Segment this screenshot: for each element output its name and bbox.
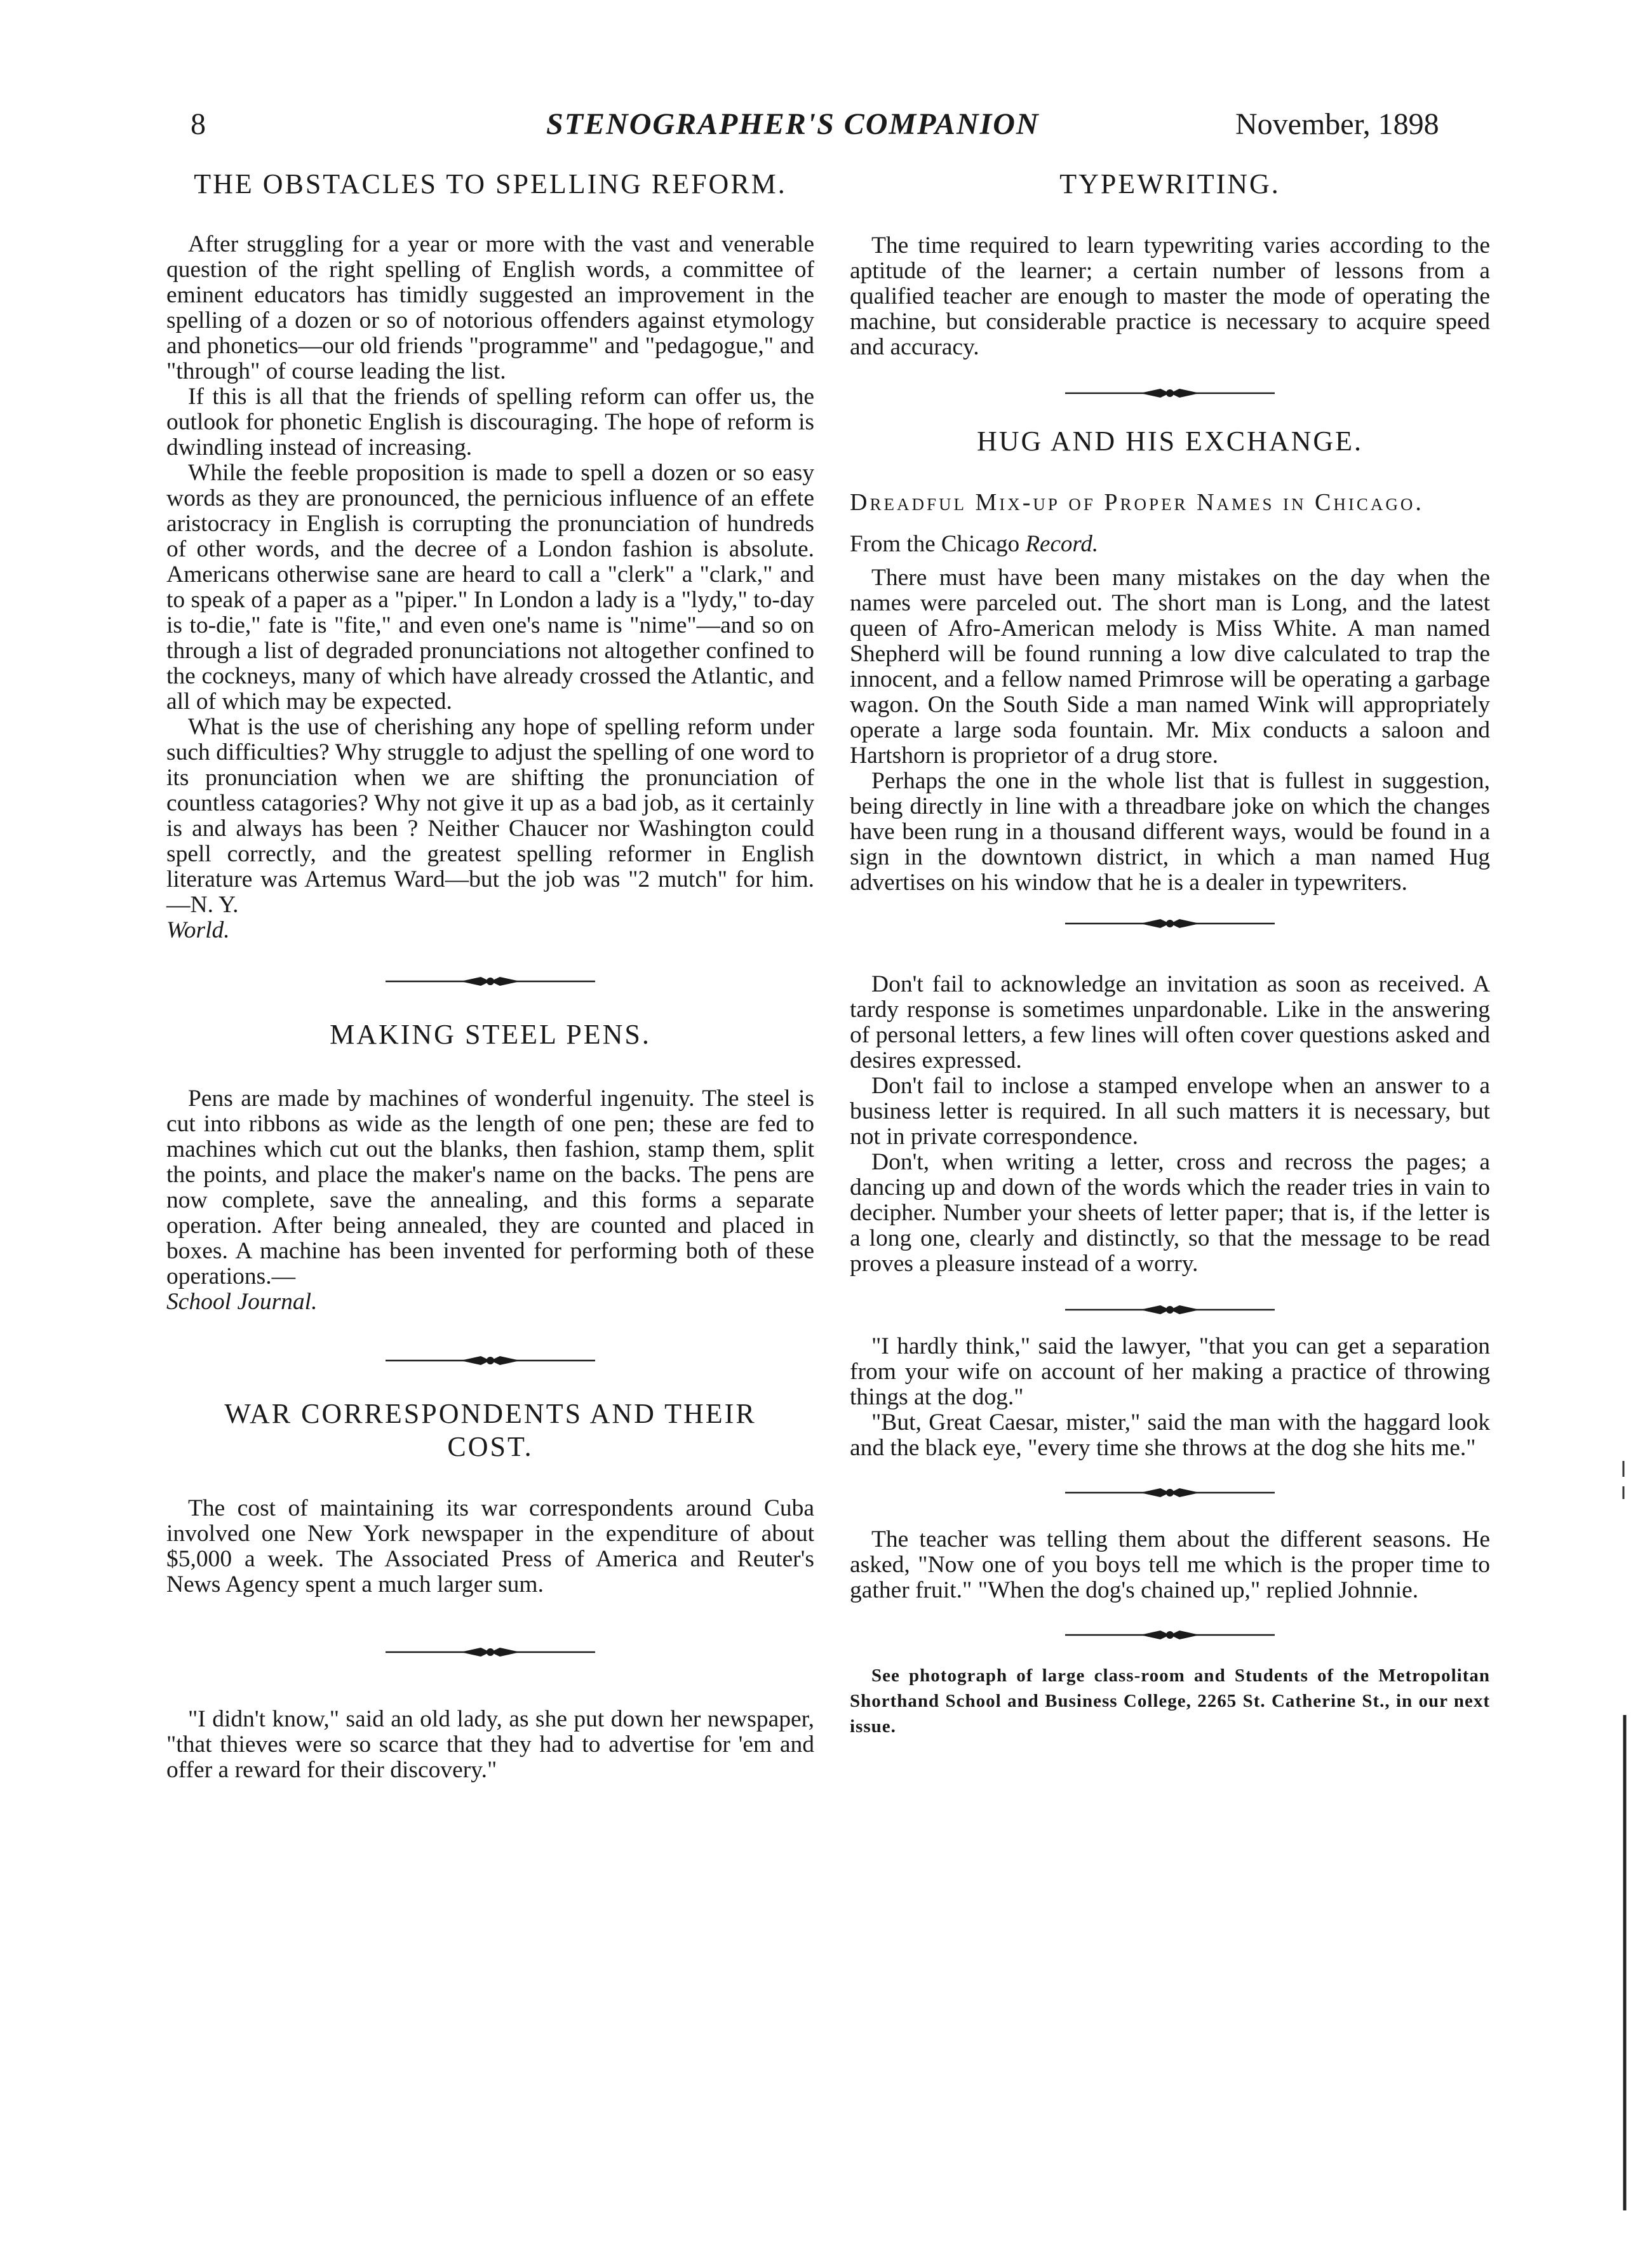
- section-divider-ornament: [850, 905, 1490, 943]
- article-paragraph: "But, Great Caesar, mister," said the man with the haggard look and the black eye, "every time she throws at the dog she hits me.": [850, 1409, 1490, 1461]
- article-paragraph: Perhaps the one in the whole list that is fullest in suggestion, being directly in line with a threadbare joke on which the changes have been rung in a thousand different ways, would be found in a sign in the downtown district, in which a man named Hug advertises on his window that he is a dealer in typewriters.: [850, 767, 1490, 896]
- article-spelling-reform: [166, 168, 814, 943]
- next-issue-notice: [850, 1663, 1490, 1739]
- scan-margin-marks: [1618, 0, 1631, 2250]
- article-title: THE OBSTACLES TO SPELLING REFORM.: [194, 168, 787, 199]
- page-number: 8: [191, 107, 206, 141]
- source-label: From the Chicago: [850, 530, 1026, 557]
- article-attribution: World.: [166, 917, 230, 943]
- right-column: [850, 166, 1490, 1739]
- article-attribution: School Journal.: [166, 1288, 318, 1315]
- article-title-line: WAR CORRESPONDENTS AND THEIR: [224, 1397, 756, 1429]
- article-war-correspondents: [166, 1397, 814, 1598]
- section-divider-ornament: [850, 374, 1490, 412]
- article-teacher-anecdote: [850, 1527, 1490, 1603]
- article-title: MAKING STEEL PENS.: [330, 1018, 651, 1050]
- issue-date: November, 1898: [1235, 107, 1439, 141]
- article-paragraph: Don't fail to inclose a stamped envelope when an answer to a business letter is required. In all such matters it is necessary, but not in private correspondence.: [850, 1072, 1490, 1150]
- article-subhead: Dreadful Mix-up of Proper Names in Chicago.: [850, 488, 1424, 516]
- left-column: [166, 166, 814, 1783]
- article-paragraph: The teacher was telling them about the different seasons. He asked, "Now one of you boys tell me which is the proper time to gather fruit." "When the dog's chained up," replied Johnnie.: [850, 1526, 1490, 1603]
- article-paragraph: "I hardly think," said the lawyer, "that you can get a separation from your wife on account of her making a practice of throwing things at the dog.": [850, 1333, 1490, 1410]
- article-paragraph: Pens are made by machines of wonderful ingenuity. The steel is cut into ribbons as wide as the length of one pen; these are fed to machines which cut out the blanks, then fashion, stamp them, split the points, and place the maker's name on the backs. The pens are now complete, save the annealing, and this forms a separate operation. After being annealed, they are counted and placed in boxes. A machine has been invented for performing both of these operations.—: [166, 1085, 814, 1289]
- article-hug-exchange: [850, 425, 1490, 896]
- article-typewriting: [850, 168, 1490, 360]
- section-divider-ornament: [850, 1474, 1490, 1512]
- article-letter-etiquette: [850, 972, 1490, 1277]
- article-paragraph: After struggling for a year or more with the vast and venerable question of the right spelling of English words, a committee of eminent educators has timidly suggested an improvement in the spelling of a dozen or so of notorious offenders against etymology and phonetics—our old friends "programme" and "pedagogue," and "through" of course leading the list.: [166, 231, 814, 384]
- article-lawyer-anecdote: [850, 1334, 1490, 1461]
- article-paragraph: What is the use of cherishing any hope of spelling reform under such difficulties? Why struggle to adjust the spelling of one word to its pronunciation when we are shifting the pronunciation of countless catagories? Why not give it up as a bad job, as it certainly is and always has been ? Neither Chaucer nor Washington could spell correctly, and the greatest spelling reformer in English literature was Artemus Ward—but the job was "2 mutch" for him.—N. Y.: [166, 713, 814, 918]
- article-paragraph: The cost of maintaining its war correspondents around Cuba involved one New York newspaper in the expenditure of about $5,000 a week. The Associated Press of America and Reuter's News Agency spent a much larger sum.: [166, 1495, 814, 1598]
- article-title: TYPEWRITING.: [1059, 168, 1280, 199]
- article-steel-pens: [166, 1018, 814, 1315]
- section-divider-ornament: [166, 962, 814, 1000]
- article-thieves-anecdote: [166, 1707, 814, 1783]
- article-paragraph: "I didn't know," said an old lady, as she put down her newspaper, "that thieves were so scarce that they had to advertise for 'em and offer a reward for their discovery.": [166, 1706, 814, 1784]
- section-divider-ornament: [166, 1633, 814, 1671]
- running-title: STENOGRAPHER'S COMPANION: [546, 107, 1040, 141]
- article-paragraph: Don't fail to acknowledge an invitation as soon as received. A tardy response is sometimes unpardonable. Like in the answering of personal letters, a few lines will often cover questions asked and desires expressed.: [850, 971, 1490, 1073]
- article-paragraph: While the feeble proposition is made to spell a dozen or so easy words as they are pronounced, the pernicious influence of an effete aristocracy in English is corrupting the pronunciation of hundreds of other words, and the decree of a London fashion is absolute. Americans otherwise sane are heard to call a "clerk" a "clark," and to speak of a paper as a "piper." In London a lady is a "lydy," to-day is to-die," fate is "fite," and even one's name is "nime"—and so on through a list of degraded pronunciations not altogether confined to the cockneys, many of which have already crossed the Atlantic, and all of which may be expected.: [166, 459, 814, 715]
- article-title-line: COST.: [447, 1431, 534, 1463]
- article-paragraph: Don't, when writing a letter, cross and recross the pages; a dancing up and down of the words which the reader tries in vain to decipher. Number your sheets of letter paper; that is, if the letter is a long one, clearly and distinctly, so that the message to be read proves a pleasure instead of a worry.: [850, 1148, 1490, 1277]
- section-divider-ornament: [166, 1342, 814, 1380]
- section-divider-ornament: [850, 1291, 1490, 1329]
- source-publication: Record.: [1025, 530, 1099, 557]
- article-paragraph: If this is all that the friends of spelling reform can offer us, the outlook for phonetic English is discouraging. The hope of reform is dwindling instead of increasing.: [166, 383, 814, 461]
- page-header: [0, 107, 1652, 164]
- article-title: HUG AND HIS EXCHANGE.: [976, 425, 1364, 457]
- article-paragraph: The time required to learn typewriting varies according to the aptitude of the learner; a certain number of lessons from a qualified teacher are enough to master the mode of operating the machine, but considerable practice is necessary to acquire speed and accuracy.: [850, 232, 1490, 360]
- notice-text: See photograph of large class-room and Students of the Metropolitan Shorthand School and Business College, 2265 St. Catherine St., in our next issue.: [850, 1665, 1490, 1737]
- section-divider-ornament: [850, 1616, 1490, 1654]
- article-paragraph: There must have been many mistakes on the day when the names were parceled out. The short man is Long, and the latest queen of Afro-American melody is Miss White. A man named Shepherd will be found running a low dive calculated to trap the innocent, and a fellow named Primrose will be operating a garbage wagon. On the South Side a man named Wink will appropriately operate a large soda fountain. Mr. Mix conducts a saloon and Hartshorn is proprietor of a drug store.: [850, 564, 1490, 769]
- article-source: [850, 530, 1490, 558]
- article-title: [166, 1397, 814, 1465]
